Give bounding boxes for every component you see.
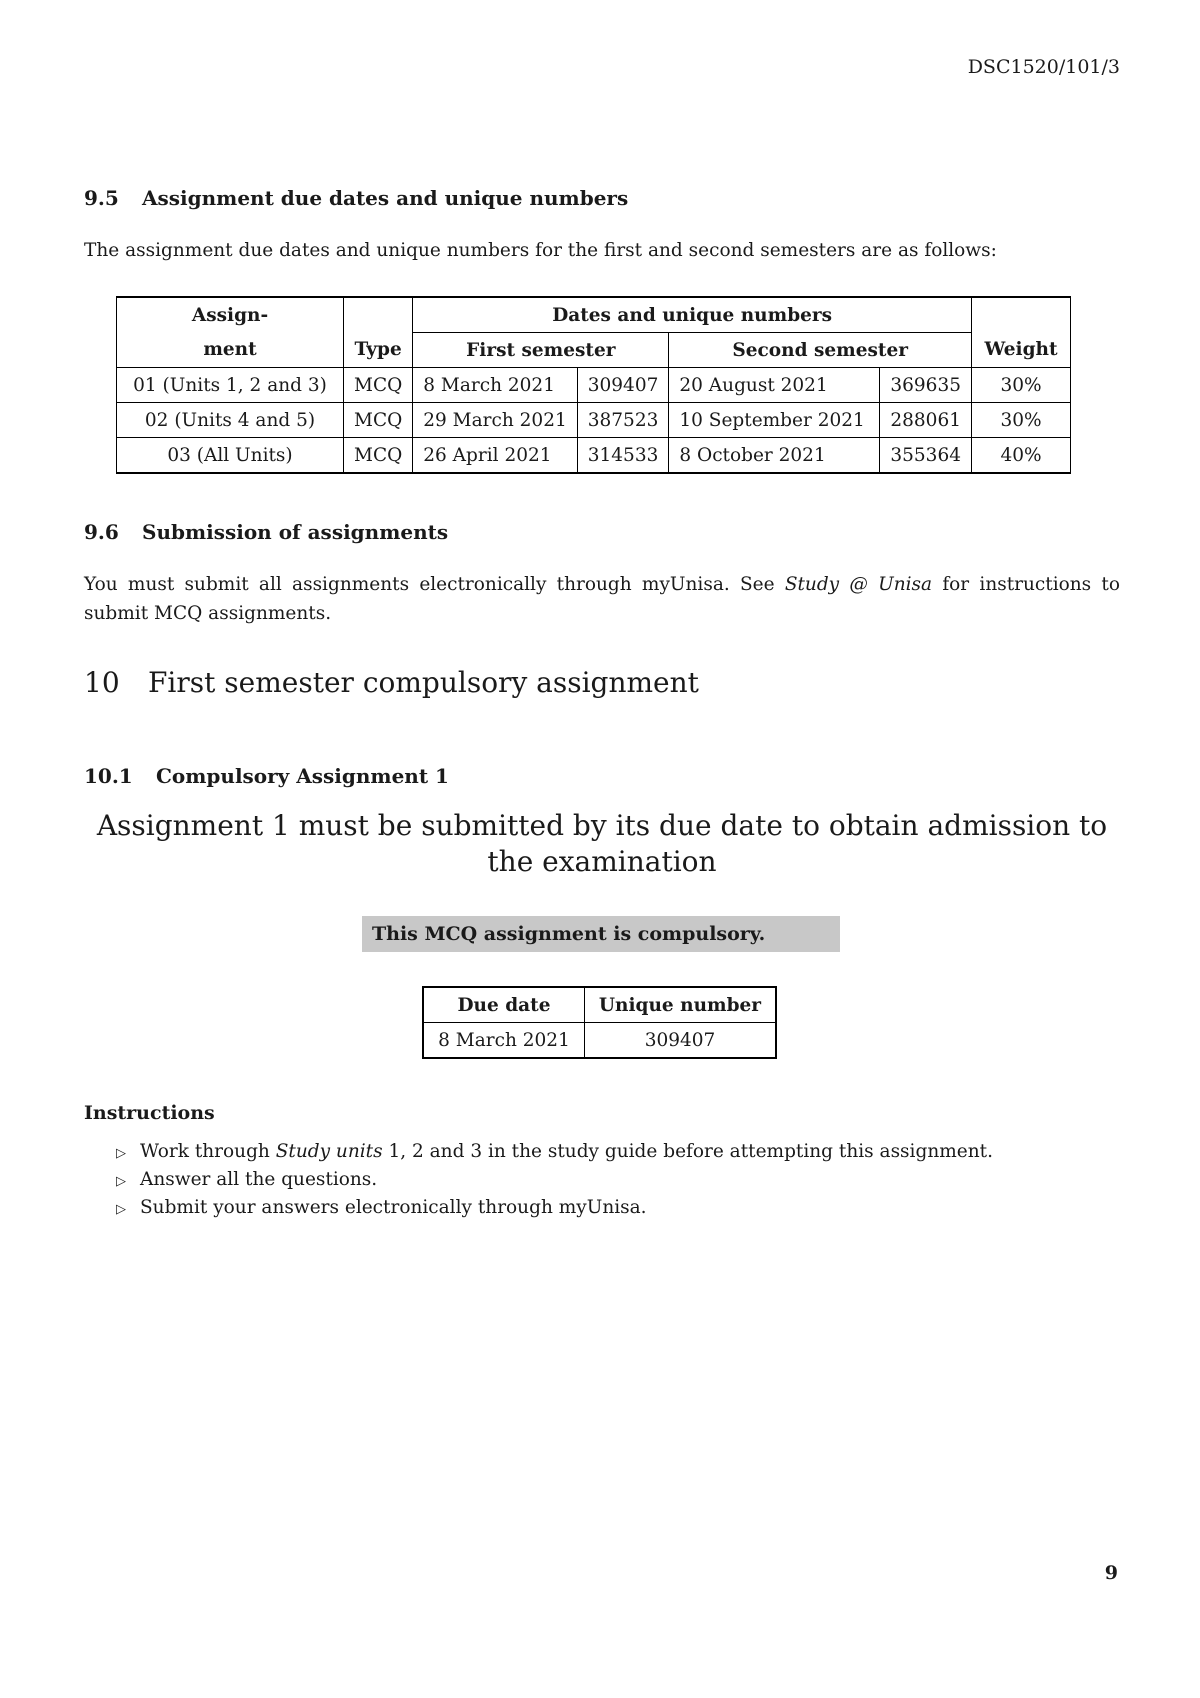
header-type: Type xyxy=(344,333,413,368)
cell-second-unique: 288061 xyxy=(880,403,972,438)
header-second-semester: Second semester xyxy=(669,333,972,368)
chapter-number: 10 xyxy=(84,666,120,699)
triangle-bullet-icon: ▷ xyxy=(116,1202,126,1217)
cell-weight: 40% xyxy=(972,438,1071,474)
instruction-text: Answer all the questions. xyxy=(140,1169,378,1190)
header-assignment-cont: ment xyxy=(117,333,344,368)
intro-paragraph: The assignment due dates and unique numbers for the first and second semesters are as follows: xyxy=(84,240,997,261)
study-units-ref: Study units xyxy=(275,1141,383,1162)
instructions-list xyxy=(116,1138,993,1222)
section-title: Assignment due dates and unique numbers xyxy=(142,186,629,210)
instruction-text-end: 1, 2 and 3 in the study guide before attempting this assignment. xyxy=(382,1141,993,1162)
cell-second-date: 10 September 2021 xyxy=(669,403,880,438)
cell-first-unique: 314533 xyxy=(577,438,669,474)
instructions-heading: Instructions xyxy=(84,1102,215,1124)
cell-weight: 30% xyxy=(972,368,1071,403)
study-at-unisa-ref: Study @ Unisa xyxy=(784,574,933,595)
submission-paragraph xyxy=(84,570,1120,628)
page-number: 9 xyxy=(1104,1562,1118,1584)
header-weight-spacer xyxy=(972,297,1071,333)
admission-headline: Assignment 1 must be submitted by its due date to obtain admission to the examination xyxy=(96,809,1108,878)
table-row xyxy=(117,438,1071,474)
instruction-text: Work through xyxy=(140,1141,276,1162)
table-row xyxy=(117,368,1071,403)
cell-first-date: 29 March 2021 xyxy=(413,403,577,438)
section-heading-9-5 xyxy=(84,186,628,210)
cell-type: MCQ xyxy=(344,403,413,438)
section-number: 9.5 xyxy=(84,186,119,210)
list-item xyxy=(116,1194,993,1222)
section-title: Submission of assignments xyxy=(142,520,449,544)
document-code: DSC1520/101/3 xyxy=(967,56,1120,78)
cell-first-date: 8 March 2021 xyxy=(413,368,577,403)
cell-weight: 30% xyxy=(972,403,1071,438)
section-number: 10.1 xyxy=(84,764,133,788)
header-unique-number: Unique number xyxy=(585,987,777,1023)
header-dates-group: Dates and unique numbers xyxy=(413,297,972,333)
table-row xyxy=(423,1023,776,1059)
cell-assignment: 01 (Units 1, 2 and 3) xyxy=(117,368,344,403)
section-title: Compulsory Assignment 1 xyxy=(156,764,449,788)
header-type-spacer xyxy=(344,297,413,333)
list-item xyxy=(116,1166,993,1194)
cell-assignment: 02 (Units 4 and 5) xyxy=(117,403,344,438)
section-heading-10-1 xyxy=(84,764,449,788)
header-first-semester: First semester xyxy=(413,333,669,368)
assignment-table xyxy=(116,296,1071,474)
cell-first-unique: 387523 xyxy=(577,403,669,438)
cell-first-unique: 309407 xyxy=(577,368,669,403)
list-item xyxy=(116,1138,993,1166)
submission-text: You must submit all assignments electronically through myUnisa. See xyxy=(84,574,785,595)
triangle-bullet-icon: ▷ xyxy=(116,1174,126,1189)
cell-type: MCQ xyxy=(344,368,413,403)
cell-assignment: 03 (All Units) xyxy=(117,438,344,474)
instruction-text: Submit your answers electronically through myUnisa. xyxy=(140,1197,647,1218)
cell-due-date: 8 March 2021 xyxy=(423,1023,585,1059)
section-number: 9.6 xyxy=(84,520,119,544)
chapter-heading-10 xyxy=(84,666,699,699)
cell-second-date: 20 August 2021 xyxy=(669,368,880,403)
header-weight: Weight xyxy=(972,333,1071,368)
cell-first-date: 26 April 2021 xyxy=(413,438,577,474)
triangle-bullet-icon: ▷ xyxy=(116,1146,126,1161)
due-date-table xyxy=(422,986,777,1059)
submission-text-end: for instructions to submit MCQ assignments. xyxy=(84,574,1120,624)
header-assignment: Assign- xyxy=(117,297,344,333)
table-row xyxy=(117,403,1071,438)
cell-second-unique: 355364 xyxy=(880,438,972,474)
cell-second-unique: 369635 xyxy=(880,368,972,403)
cell-unique-number: 309407 xyxy=(585,1023,777,1059)
section-heading-9-6 xyxy=(84,520,448,544)
cell-second-date: 8 October 2021 xyxy=(669,438,880,474)
compulsory-note: This MCQ assignment is compulsory. xyxy=(362,916,840,952)
header-due-date: Due date xyxy=(423,987,585,1023)
chapter-title: First semester compulsory assignment xyxy=(148,666,699,699)
cell-type: MCQ xyxy=(344,438,413,474)
